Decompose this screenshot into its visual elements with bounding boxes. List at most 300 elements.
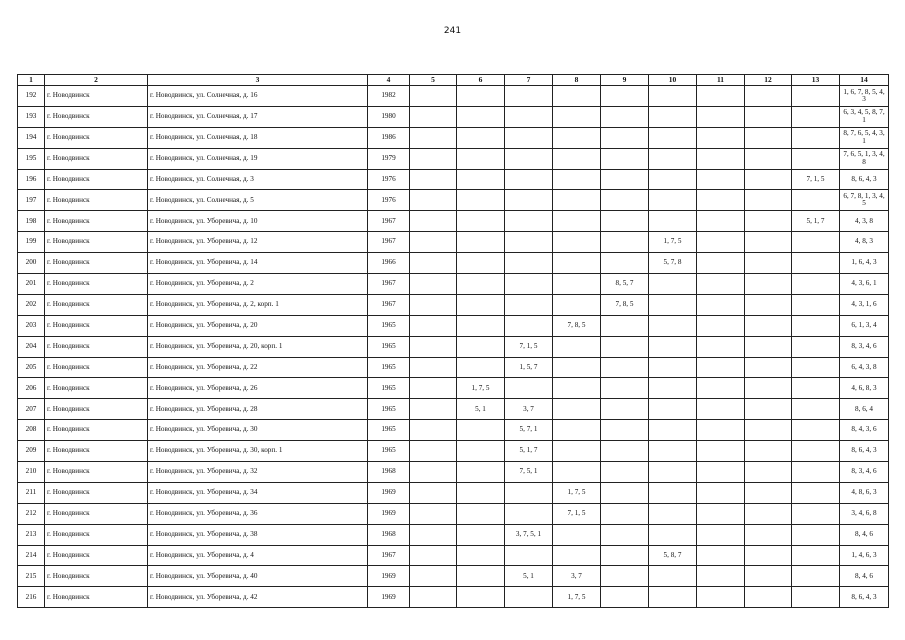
table-cell <box>745 190 792 211</box>
table-row <box>18 503 889 524</box>
table-cell <box>457 587 505 608</box>
table-cell: г. Новодвинск <box>45 169 148 190</box>
table-row <box>18 482 889 503</box>
table-cell <box>457 211 505 232</box>
table-cell <box>553 420 601 441</box>
table-cell <box>553 148 601 169</box>
table-cell <box>745 274 792 295</box>
table-cell <box>410 148 457 169</box>
table-cell <box>601 503 649 524</box>
table-cell <box>745 294 792 315</box>
table-cell: г. Новодвинск <box>45 253 148 274</box>
table-cell <box>553 524 601 545</box>
table-cell: 4, 3, 6, 1 <box>840 274 889 295</box>
table-cell <box>697 106 745 127</box>
table-cell: 213 <box>18 524 45 545</box>
table-cell: 199 <box>18 232 45 253</box>
table-cell <box>457 315 505 336</box>
table-cell <box>457 106 505 127</box>
table-cell <box>601 587 649 608</box>
table-cell <box>553 127 601 148</box>
table-cell <box>601 211 649 232</box>
table-cell <box>601 315 649 336</box>
table-cell: 8, 5, 7 <box>601 274 649 295</box>
table-cell <box>410 462 457 483</box>
column-header: 11 <box>697 75 745 86</box>
table-cell <box>505 148 553 169</box>
table-cell: 206 <box>18 378 45 399</box>
table-cell: г. Новодвинск, ул. Солнечная, д. 16 <box>148 86 368 107</box>
table-cell <box>697 336 745 357</box>
table-cell <box>649 378 697 399</box>
table-row <box>18 232 889 253</box>
table-cell <box>410 127 457 148</box>
table-cell: г. Новодвинск <box>45 462 148 483</box>
table-cell <box>697 127 745 148</box>
table-cell <box>505 253 553 274</box>
table-cell <box>697 148 745 169</box>
table-cell: 197 <box>18 190 45 211</box>
table-cell <box>601 336 649 357</box>
table-cell: г. Новодвинск <box>45 566 148 587</box>
table-cell <box>601 86 649 107</box>
table-cell: г. Новодвинск, ул. Уборевича, д. 40 <box>148 566 368 587</box>
table-row <box>18 420 889 441</box>
table-cell: г. Новодвинск, ул. Уборевича, д. 4 <box>148 545 368 566</box>
table-cell: г. Новодвинск <box>45 86 148 107</box>
table-cell: г. Новодвинск <box>45 336 148 357</box>
table-cell: 1967 <box>368 274 410 295</box>
table-cell <box>697 190 745 211</box>
table-cell: 216 <box>18 587 45 608</box>
table-cell <box>792 336 840 357</box>
table-cell <box>792 294 840 315</box>
table-cell: 1968 <box>368 524 410 545</box>
table-cell <box>792 274 840 295</box>
table-cell <box>745 378 792 399</box>
table-cell: г. Новодвинск, ул. Уборевича, д. 32 <box>148 462 368 483</box>
table-cell <box>457 169 505 190</box>
table-cell <box>410 294 457 315</box>
table-cell <box>553 441 601 462</box>
table-cell <box>457 420 505 441</box>
table-cell <box>649 336 697 357</box>
table-cell: 1967 <box>368 211 410 232</box>
table-cell: г. Новодвинск, ул. Уборевича, д. 2 <box>148 274 368 295</box>
table-cell <box>697 503 745 524</box>
table-cell <box>792 399 840 420</box>
table-cell <box>792 378 840 399</box>
table-cell: г. Новодвинск, ул. Уборевича, д. 20 <box>148 315 368 336</box>
table-cell: 1969 <box>368 503 410 524</box>
table-cell <box>649 274 697 295</box>
table-cell: 7, 1, 5 <box>553 503 601 524</box>
table-cell <box>505 294 553 315</box>
table-cell <box>745 357 792 378</box>
table-cell: г. Новодвинск, ул. Уборевича, д. 28 <box>148 399 368 420</box>
table-cell <box>601 169 649 190</box>
table-cell: 1, 5, 7 <box>505 357 553 378</box>
table-cell <box>601 482 649 503</box>
table-cell <box>553 294 601 315</box>
table-cell: г. Новодвинск, ул. Уборевича, д. 10 <box>148 211 368 232</box>
table-cell <box>745 148 792 169</box>
column-header: 7 <box>505 75 553 86</box>
table-cell: 193 <box>18 106 45 127</box>
table-cell: 1, 7, 5 <box>553 482 601 503</box>
table-header <box>18 75 889 86</box>
table-cell <box>697 462 745 483</box>
table-cell <box>553 253 601 274</box>
table-cell <box>553 86 601 107</box>
register-table <box>17 74 889 608</box>
table-cell <box>649 399 697 420</box>
table-cell <box>457 336 505 357</box>
table-cell: 209 <box>18 441 45 462</box>
column-header: 3 <box>148 75 368 86</box>
table-cell <box>745 169 792 190</box>
table-cell <box>792 566 840 587</box>
table-cell: 1, 7, 5 <box>457 378 505 399</box>
table-cell <box>410 232 457 253</box>
table-cell: 215 <box>18 566 45 587</box>
table-cell: 207 <box>18 399 45 420</box>
table-cell: 8, 4, 6 <box>840 566 889 587</box>
table-cell: 8, 4, 6 <box>840 524 889 545</box>
table-cell <box>697 482 745 503</box>
table-cell: г. Новодвинск <box>45 482 148 503</box>
table-cell: 1, 6, 4, 3 <box>840 253 889 274</box>
table-cell: 6, 3, 4, 5, 8, 7, 1 <box>840 106 889 127</box>
table-cell: 5, 1, 7 <box>792 211 840 232</box>
table-cell: 8, 4, 3, 6 <box>840 420 889 441</box>
table-cell <box>601 232 649 253</box>
table-cell <box>792 482 840 503</box>
table-cell <box>505 169 553 190</box>
table-cell: 1969 <box>368 566 410 587</box>
table-cell <box>697 587 745 608</box>
table-cell <box>553 169 601 190</box>
table-cell <box>410 441 457 462</box>
table-cell <box>649 106 697 127</box>
table-cell: 8, 3, 4, 6 <box>840 462 889 483</box>
table-cell <box>505 232 553 253</box>
table-cell <box>553 336 601 357</box>
table-cell: г. Новодвинск <box>45 357 148 378</box>
table-cell: 1967 <box>368 294 410 315</box>
table-cell <box>697 315 745 336</box>
table-row <box>18 566 889 587</box>
table-cell <box>505 274 553 295</box>
table-cell: 4, 8, 3 <box>840 232 889 253</box>
table-cell: 5, 7, 8 <box>649 253 697 274</box>
table-cell <box>553 274 601 295</box>
table-cell <box>457 566 505 587</box>
table-cell <box>457 232 505 253</box>
table-cell: г. Новодвинск <box>45 127 148 148</box>
table-cell <box>745 524 792 545</box>
table-cell: 6, 7, 8, 1, 3, 4, 5 <box>840 190 889 211</box>
table-cell: 210 <box>18 462 45 483</box>
table-cell: г. Новодвинск <box>45 545 148 566</box>
table-cell <box>457 274 505 295</box>
table-cell <box>601 399 649 420</box>
table-cell <box>792 420 840 441</box>
table-cell <box>410 274 457 295</box>
table-cell: 1979 <box>368 148 410 169</box>
table-cell <box>792 148 840 169</box>
table-cell: 208 <box>18 420 45 441</box>
table-cell: г. Новодвинск <box>45 190 148 211</box>
table-cell: 1966 <box>368 253 410 274</box>
table-cell <box>410 190 457 211</box>
table-cell <box>505 106 553 127</box>
table-row <box>18 127 889 148</box>
table-cell: г. Новодвинск, ул. Уборевича, д. 22 <box>148 357 368 378</box>
table-cell <box>601 148 649 169</box>
table-cell <box>697 86 745 107</box>
table-cell: г. Новодвинск <box>45 441 148 462</box>
table-cell: 7, 8, 5 <box>553 315 601 336</box>
table-cell <box>697 545 745 566</box>
table-cell <box>457 441 505 462</box>
table-cell <box>792 545 840 566</box>
table-cell <box>505 545 553 566</box>
table-cell: 200 <box>18 253 45 274</box>
table-cell: 8, 6, 4, 3 <box>840 441 889 462</box>
table-cell: 3, 7, 5, 1 <box>505 524 553 545</box>
table-cell <box>792 127 840 148</box>
table-cell <box>792 190 840 211</box>
table-cell: г. Новодвинск <box>45 232 148 253</box>
table-row <box>18 357 889 378</box>
table-cell <box>601 253 649 274</box>
table-cell: 1965 <box>368 441 410 462</box>
table-cell <box>457 524 505 545</box>
table-cell <box>649 420 697 441</box>
table-cell: г. Новодвинск <box>45 420 148 441</box>
table-cell <box>553 462 601 483</box>
column-header: 12 <box>745 75 792 86</box>
table-row <box>18 399 889 420</box>
table-cell <box>601 357 649 378</box>
table-cell <box>649 357 697 378</box>
column-header: 8 <box>553 75 601 86</box>
table-cell <box>745 462 792 483</box>
table-cell <box>649 441 697 462</box>
table-cell: г. Новодвинск <box>45 294 148 315</box>
table-cell: 214 <box>18 545 45 566</box>
table-cell: 1, 7, 5 <box>649 232 697 253</box>
table-cell <box>792 524 840 545</box>
table-cell: 1, 4, 6, 3 <box>840 545 889 566</box>
table-cell: 1965 <box>368 357 410 378</box>
table-cell: г. Новодвинск, ул. Солнечная, д. 19 <box>148 148 368 169</box>
table-row <box>18 524 889 545</box>
table-cell <box>410 357 457 378</box>
table-cell: г. Новодвинск, ул. Уборевича, д. 14 <box>148 253 368 274</box>
table-cell <box>745 420 792 441</box>
table-cell: г. Новодвинск, ул. Солнечная, д. 5 <box>148 190 368 211</box>
table-cell <box>649 566 697 587</box>
table-cell <box>410 420 457 441</box>
table-cell <box>410 169 457 190</box>
table-cell: 198 <box>18 211 45 232</box>
table-cell <box>745 86 792 107</box>
table-cell: г. Новодвинск <box>45 315 148 336</box>
table-cell: 1976 <box>368 169 410 190</box>
table-cell: 5, 1 <box>457 399 505 420</box>
table-cell <box>601 462 649 483</box>
table-cell: 1982 <box>368 86 410 107</box>
table-cell: г. Новодвинск, ул. Уборевича, д. 12 <box>148 232 368 253</box>
table-cell <box>457 190 505 211</box>
table-cell <box>697 524 745 545</box>
table-cell: г. Новодвинск <box>45 503 148 524</box>
table-cell: 204 <box>18 336 45 357</box>
table-cell: 202 <box>18 294 45 315</box>
table-body <box>18 86 889 608</box>
table-cell <box>792 441 840 462</box>
table-cell: 1, 7, 5 <box>553 587 601 608</box>
table-row <box>18 211 889 232</box>
table-cell <box>792 86 840 107</box>
table-cell <box>697 169 745 190</box>
table-cell: 1965 <box>368 315 410 336</box>
table-cell <box>792 106 840 127</box>
table-row <box>18 315 889 336</box>
column-header: 1 <box>18 75 45 86</box>
table-cell <box>745 336 792 357</box>
table-cell: г. Новодвинск <box>45 211 148 232</box>
table-cell: г. Новодвинск, ул. Солнечная, д. 17 <box>148 106 368 127</box>
table-cell <box>792 503 840 524</box>
table-cell: 7, 5, 1 <box>505 462 553 483</box>
table-cell <box>697 378 745 399</box>
table-cell: г. Новодвинск <box>45 399 148 420</box>
table-cell <box>649 86 697 107</box>
table-cell <box>792 253 840 274</box>
table-cell <box>410 378 457 399</box>
table-cell <box>697 399 745 420</box>
column-header: 13 <box>792 75 840 86</box>
table-cell: 194 <box>18 127 45 148</box>
table-cell <box>745 399 792 420</box>
table-cell: 4, 8, 6, 3 <box>840 482 889 503</box>
table-cell <box>697 357 745 378</box>
table-cell: 1965 <box>368 378 410 399</box>
table-cell: г. Новодвинск, ул. Уборевича, д. 36 <box>148 503 368 524</box>
table-cell <box>553 545 601 566</box>
table-cell: 1, 6, 7, 8, 5, 4, 3 <box>840 86 889 107</box>
table-cell <box>601 441 649 462</box>
table-cell <box>649 294 697 315</box>
column-header: 9 <box>601 75 649 86</box>
table-cell <box>601 127 649 148</box>
table-cell <box>457 545 505 566</box>
table-row <box>18 545 889 566</box>
table-cell <box>649 148 697 169</box>
table-cell <box>792 462 840 483</box>
table-cell <box>745 211 792 232</box>
table-cell: г. Новодвинск, ул. Уборевича, д. 30, корп. 1 <box>148 441 368 462</box>
table-cell: 1969 <box>368 482 410 503</box>
table-cell: 195 <box>18 148 45 169</box>
table-cell <box>745 441 792 462</box>
table-cell <box>410 86 457 107</box>
table-cell <box>601 566 649 587</box>
table-cell <box>410 482 457 503</box>
table-row <box>18 106 889 127</box>
table-cell <box>649 190 697 211</box>
table-cell: 201 <box>18 274 45 295</box>
column-header: 10 <box>649 75 697 86</box>
table-cell: 8, 6, 4, 3 <box>840 169 889 190</box>
column-header: 14 <box>840 75 889 86</box>
column-header: 5 <box>410 75 457 86</box>
table-cell <box>601 106 649 127</box>
table-cell <box>745 587 792 608</box>
table-cell: г. Новодвинск, ул. Уборевича, д. 26 <box>148 378 368 399</box>
table-cell <box>649 127 697 148</box>
table-cell: г. Новодвинск, ул. Уборевича, д. 2, корп. 1 <box>148 294 368 315</box>
table-row <box>18 587 889 608</box>
table-cell: 1980 <box>368 106 410 127</box>
table-cell <box>505 127 553 148</box>
table-cell <box>410 253 457 274</box>
table-cell: 6, 4, 3, 8 <box>840 357 889 378</box>
table-cell: 3, 4, 6, 8 <box>840 503 889 524</box>
table-cell <box>745 127 792 148</box>
table-row <box>18 169 889 190</box>
table-cell: 205 <box>18 357 45 378</box>
table-cell <box>745 566 792 587</box>
table-cell <box>649 315 697 336</box>
table-cell: 1976 <box>368 190 410 211</box>
table-cell: 3, 7 <box>553 566 601 587</box>
table-cell: 7, 8, 5 <box>601 294 649 315</box>
table-cell <box>505 211 553 232</box>
table-cell: 5, 7, 1 <box>505 420 553 441</box>
table-cell <box>601 378 649 399</box>
table-cell: г. Новодвинск, ул. Солнечная, д. 18 <box>148 127 368 148</box>
table-row <box>18 294 889 315</box>
table-cell: 8, 6, 4 <box>840 399 889 420</box>
table-cell <box>553 106 601 127</box>
table-cell <box>410 503 457 524</box>
table-cell <box>697 441 745 462</box>
table-row <box>18 441 889 462</box>
table-cell <box>792 357 840 378</box>
table-row <box>18 462 889 483</box>
column-header: 2 <box>45 75 148 86</box>
table-cell <box>410 399 457 420</box>
table-cell: 192 <box>18 86 45 107</box>
table-cell: г. Новодвинск <box>45 148 148 169</box>
table-cell: 5, 8, 7 <box>649 545 697 566</box>
table-cell <box>697 420 745 441</box>
table-row <box>18 336 889 357</box>
table-cell <box>505 190 553 211</box>
table-cell <box>410 211 457 232</box>
table-cell <box>601 545 649 566</box>
table-cell: 1967 <box>368 232 410 253</box>
table-cell <box>457 357 505 378</box>
table-cell <box>649 211 697 232</box>
table-cell <box>410 587 457 608</box>
table-cell: г. Новодвинск, ул. Уборевича, д. 38 <box>148 524 368 545</box>
table-cell <box>649 169 697 190</box>
